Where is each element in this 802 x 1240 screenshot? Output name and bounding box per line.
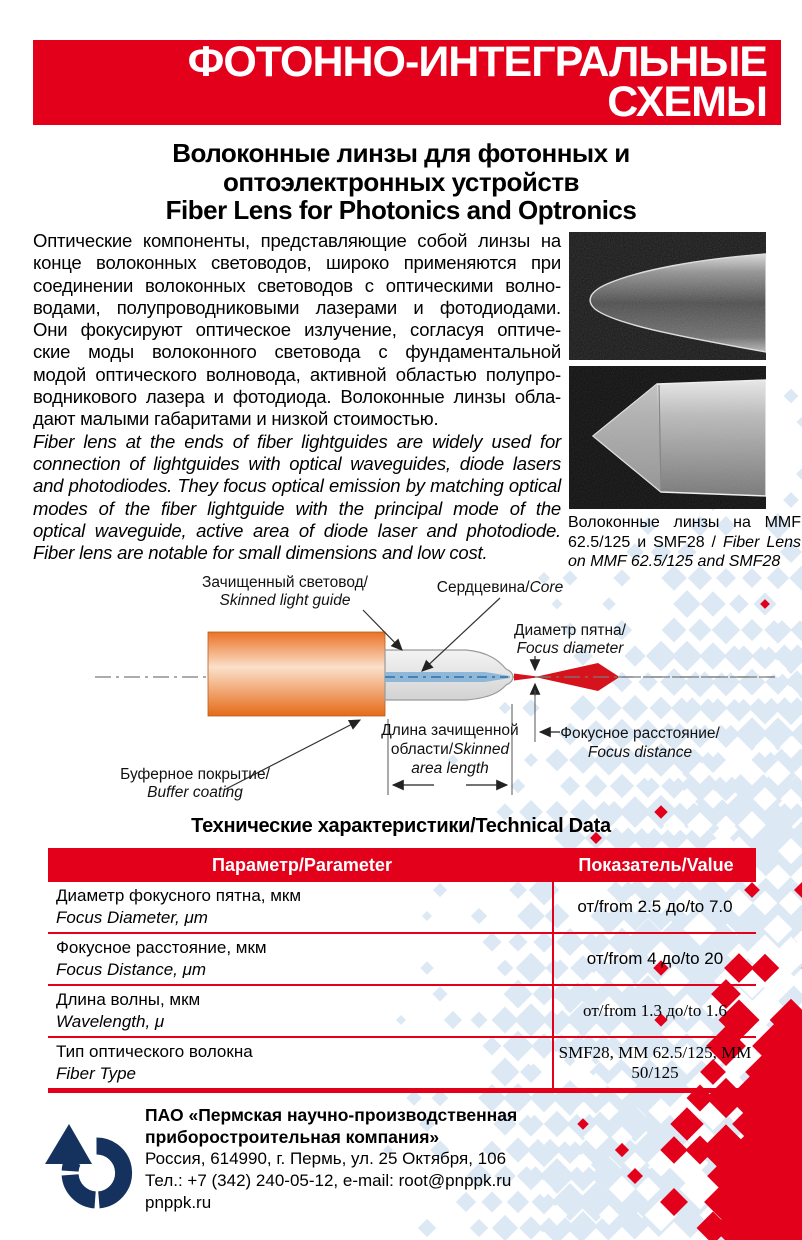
text-line: дают малыми габаритами и низкой стоимостью. — [33, 408, 439, 430]
param-ru: Диаметр фокусного пятна, мкм — [56, 886, 302, 905]
company-name-line1: ПАО «Пермская научно-производственная — [145, 1105, 518, 1125]
fiber-lens-diagram — [30, 572, 802, 814]
company-address: Россия, 614990, г. Пермь, ул. 25 Октября, 106 — [145, 1149, 507, 1168]
figure-photos — [569, 232, 766, 509]
text-line: соединении волоконных световодов с оптическими волно- — [33, 274, 561, 296]
text-line: connection of lightguides with optical waveguides, diode lasers — [33, 452, 561, 474]
company-name-line2: приборостроительная компания» — [145, 1126, 440, 1147]
label-length-line2: области/Skinned — [390, 741, 510, 758]
technical-data-table — [48, 848, 756, 1093]
header-banner — [33, 40, 781, 125]
label-focus-ru: Фокусное расстояние/ — [560, 725, 720, 742]
param-en: Focus Distance, μm — [56, 960, 207, 979]
text-line: Fiber lens at the ends of fiber lightguides are widely used for — [33, 430, 561, 452]
logo-triangle — [45, 1124, 92, 1164]
label-spot-ru: Диаметр пятна/ — [514, 622, 626, 639]
text-line: конце волоконных световодов, широко применяются при — [33, 252, 561, 274]
param-en: Fiber Type — [56, 1064, 136, 1083]
text-line: Fiber lens are notable for small dimensions and low cost. — [33, 542, 488, 564]
label-core: Сердцевина/Core — [436, 579, 564, 596]
page-title — [0, 139, 802, 225]
label-buffer-ru: Буферное покрытие/ — [120, 766, 270, 783]
text-line: Оптические компоненты, представляющие собой линзы на — [33, 230, 561, 251]
param-ru: Фокусное расстояние, мкм — [56, 938, 267, 957]
banner-line-2: СХЕМЫ — [607, 78, 767, 126]
body-text-russian — [33, 230, 561, 431]
text-line: optical waveguide, active area of diode laser and photodiode. — [33, 519, 561, 541]
caption-line-2: 62.5/125 и SMF28 / Fiber Lens — [568, 533, 802, 551]
param-en: Focus Diameter, μm — [56, 908, 208, 927]
label-length-line3: area length — [411, 760, 489, 777]
value-cell: от/from 4 до/to 20 — [552, 934, 756, 984]
figure-caption — [568, 513, 801, 572]
param-ru: Тип оптического волокна — [56, 1042, 253, 1061]
label-length-line1: Длина зачищенной — [381, 722, 519, 739]
label-skinned-en: Skinned light guide — [219, 592, 351, 609]
table-row — [48, 984, 756, 1036]
body-text-english — [33, 431, 561, 565]
table-row — [48, 1036, 756, 1088]
label-buffer-en: Buffer coating — [147, 784, 243, 801]
company-website: pnppk.ru — [145, 1192, 212, 1212]
param-ru: Длина волны, мкм — [56, 990, 201, 1009]
text-line: and photodiodes. They focus optical emission by matching optical — [33, 475, 561, 497]
pnppk-logo — [42, 1118, 134, 1214]
table-row — [48, 882, 756, 932]
beam-converging — [514, 674, 535, 681]
value-cell: от/from 2.5 до/to 7.0 — [552, 882, 756, 932]
text-line: Они фокусируют оптическое излучение, согласуя оптиче- — [33, 319, 561, 341]
banner-line-1: ФОТОННО-ИНТЕГРАЛЬНЫЕ — [187, 38, 767, 86]
table-row — [48, 932, 756, 984]
table-header-row — [48, 848, 756, 882]
column-header-parameter: Параметр/Parameter — [212, 854, 392, 875]
text-line: водникового лазера и фотодиода. Волоконные линзы обла- — [33, 386, 561, 408]
label-focus-en: Focus distance — [587, 744, 693, 761]
sem-photo-rounded-lens — [569, 232, 766, 360]
value-cell: SMF28, MM 62.5/125, MM 50/125 — [552, 1038, 756, 1088]
title-en: Fiber Lens for Photonics and Optronics — [165, 195, 637, 225]
footer-contact-block — [145, 1105, 605, 1213]
technical-data-heading: Технические характеристики/Technical Data — [191, 815, 611, 837]
text-line: водами, полупроводниковыми лазерами и фотодиодами. — [33, 296, 561, 318]
label-spot-en: Focus diameter — [516, 640, 624, 657]
text-line: модой оптического волновода, активной областью полупро- — [33, 363, 561, 385]
param-en: Wavelength, μ — [56, 1012, 165, 1031]
company-contacts: Тел.: +7 (342) 240-05-12, e-mail: root@pnppk.ru — [145, 1170, 512, 1190]
buffer-coating-shape — [208, 632, 385, 716]
caption-line-1: Волоконные линзы на MMF — [568, 514, 801, 531]
value-cell: от/from 1.3 до/to 1.6 — [552, 986, 756, 1036]
label-skinned-ru: Зачищенный световод/ — [202, 574, 368, 591]
title-ru-line2: оптоэлектронных устройств — [222, 166, 580, 197]
text-line: ские моды волоконного световода с фундаментальной — [33, 341, 561, 363]
title-ru-line1: Волоконные линзы для фотонных и — [172, 138, 630, 168]
sem-photo-conical-lens — [569, 366, 766, 509]
body-text — [33, 230, 561, 564]
column-header-value: Показатель/Value — [578, 854, 734, 875]
caption-line-3: on MMF 62.5/125 and SMF28 — [568, 553, 781, 570]
text-line: modes of the fiber lightguide with the principal mode of the — [33, 497, 561, 519]
